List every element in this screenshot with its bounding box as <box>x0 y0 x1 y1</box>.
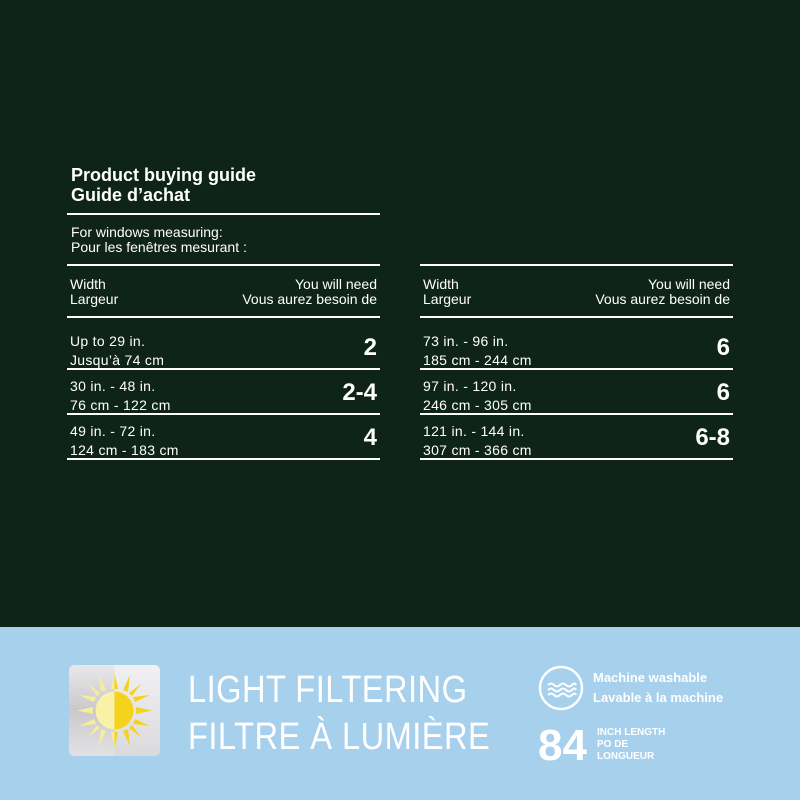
sun-icon <box>69 665 160 756</box>
row-range-line-1: 97 in. - 120 in. <box>423 378 517 394</box>
width-header-fr: Largeur <box>423 291 472 307</box>
row-range-line-1: 30 in. - 48 in. <box>70 378 156 394</box>
row-range <box>423 332 532 370</box>
light-filtering-label <box>188 667 490 761</box>
measuring-caption-fr: Pour les fenêtres mesurant : <box>71 239 247 255</box>
length-label-line-1: INCH LENGTH <box>597 727 666 738</box>
row-quantity: 4 <box>363 424 377 451</box>
machine-wash-icon <box>538 665 584 711</box>
washable-fr: Lavable à la machine <box>593 690 724 705</box>
table-bottom-rule <box>420 458 733 460</box>
row-range <box>423 377 532 415</box>
need-header-fr: Vous aurez besoin de <box>595 291 730 307</box>
size-table-right <box>420 264 733 462</box>
washable-en: Machine washable <box>593 670 708 685</box>
row-quantity: 6 <box>716 379 730 406</box>
row-range-line-2: 124 cm - 183 cm <box>70 442 179 458</box>
guide-title <box>71 165 256 205</box>
row-range-line-1: Up to 29 in. <box>70 333 146 349</box>
washable-label <box>593 668 723 708</box>
row-range-line-2: 76 cm - 122 cm <box>70 397 171 413</box>
table-row <box>420 413 733 458</box>
need-header-en: You will need <box>295 276 377 292</box>
length-label <box>597 727 665 763</box>
table-header <box>420 264 733 314</box>
size-table-left <box>67 264 380 462</box>
row-quantity: 2-4 <box>342 379 377 406</box>
row-range-line-2: 185 cm - 244 cm <box>423 352 532 368</box>
row-range <box>423 422 532 460</box>
length-label-line-3: LONGUEUR <box>597 751 655 762</box>
width-header-en: Width <box>70 276 106 292</box>
light-filtering-fr: FILTRE À LUMIÈRE <box>188 716 491 758</box>
table-header <box>67 264 380 314</box>
need-header <box>242 277 377 307</box>
row-range-line-1: 49 in. - 72 in. <box>70 423 156 439</box>
row-quantity: 2 <box>363 334 377 361</box>
table-row <box>67 323 380 368</box>
need-header <box>595 277 730 307</box>
width-header <box>423 277 471 307</box>
table-row <box>67 413 380 458</box>
light-filtering-en: LIGHT FILTERING <box>188 669 468 711</box>
width-header <box>70 277 118 307</box>
length-label-line-2: PO DE <box>597 739 629 750</box>
row-quantity: 6 <box>716 334 730 361</box>
measuring-caption-en: For windows measuring: <box>71 224 223 240</box>
feature-banner <box>0 627 800 800</box>
row-range <box>70 332 164 370</box>
table-row <box>420 368 733 413</box>
row-range-line-2: 307 cm - 366 cm <box>423 442 532 458</box>
measuring-caption <box>71 225 247 255</box>
row-range-line-2: 246 cm - 305 cm <box>423 397 532 413</box>
width-header-fr: Largeur <box>70 291 119 307</box>
row-range <box>70 377 171 415</box>
guide-title-en: Product buying guide <box>71 165 256 185</box>
row-quantity: 6-8 <box>695 424 730 451</box>
need-header-en: You will need <box>648 276 730 292</box>
length-value: 84 <box>538 721 587 770</box>
title-divider <box>67 213 380 215</box>
width-header-en: Width <box>423 276 459 292</box>
need-header-fr: Vous aurez besoin de <box>242 291 377 307</box>
header-rule <box>420 316 733 318</box>
row-range-line-1: 121 in. - 144 in. <box>423 423 525 439</box>
guide-title-fr: Guide d’achat <box>71 185 191 205</box>
table-bottom-rule <box>67 458 380 460</box>
header-rule <box>67 316 380 318</box>
row-range <box>70 422 179 460</box>
table-row <box>420 323 733 368</box>
row-range-line-2: Jusqu’à 74 cm <box>70 352 165 368</box>
row-range-line-1: 73 in. - 96 in. <box>423 333 509 349</box>
table-row <box>67 368 380 413</box>
